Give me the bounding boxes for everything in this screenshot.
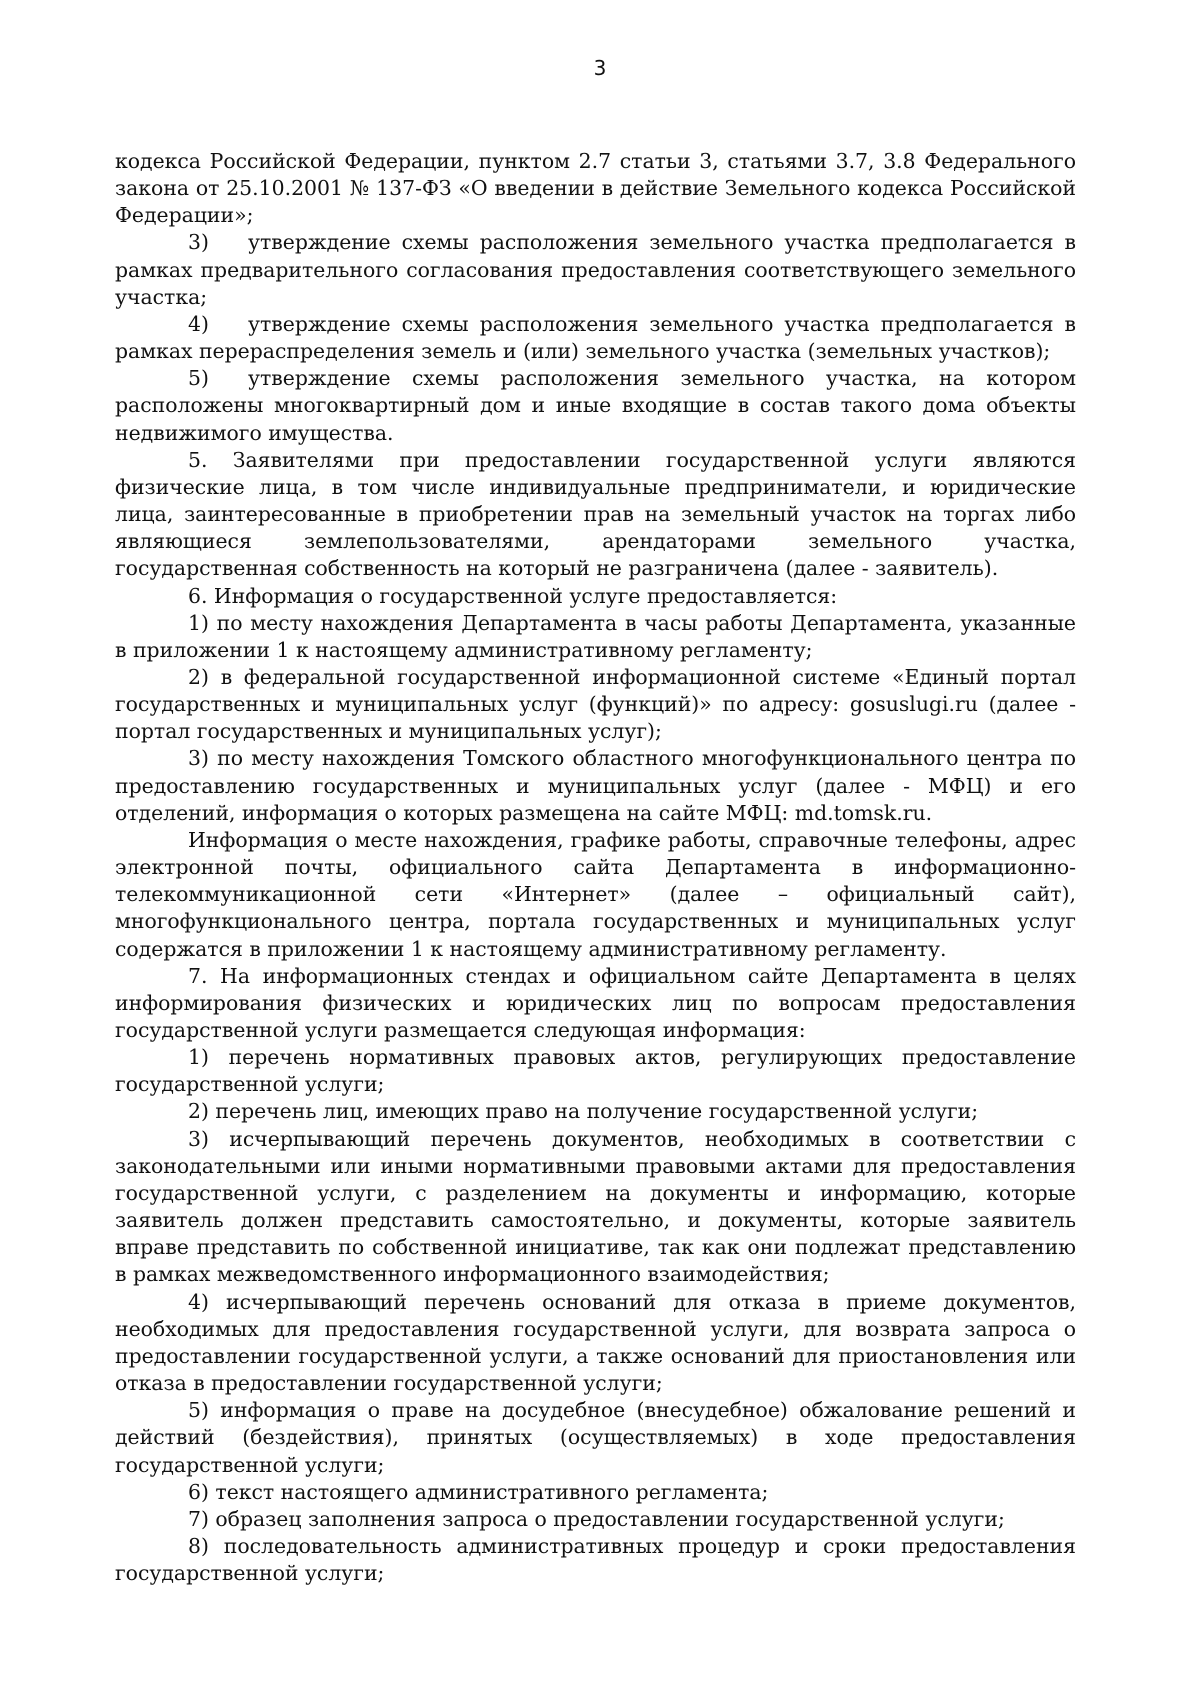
paragraph bbox=[115, 365, 1076, 446]
paragraph bbox=[115, 1397, 1076, 1478]
paragraph bbox=[115, 745, 1076, 826]
paragraph-text: утверждение схемы расположения земельного участка, на котором расположены многоквартирный дом и иные входящие в состав такого дома объекты недвижимого имущества. bbox=[115, 366, 1076, 445]
paragraph-text: кодекса Российской Федерации, пунктом 2.7 статьи 3, статьями 3.7, 3.8 Федерального закона от 25.10.2001 № 137-ФЗ «О введении в действие Земельного кодекса Российской Федерации»; bbox=[115, 149, 1076, 228]
paragraph-text: 6) текст настоящего административного регламента; bbox=[188, 1479, 769, 1504]
paragraph bbox=[115, 1506, 1076, 1533]
paragraph bbox=[115, 148, 1076, 229]
paragraph-text: 4) исчерпывающий перечень оснований для отказа в приеме документов, необходимых для предоставления государственной услуги, для возврата запроса о предоставлении государственной услуги, а также оснований для приостановления или отказа в предоставлении государственной услуги; bbox=[115, 1289, 1076, 1396]
paragraph-text: 2) перечень лиц, имеющих право на получение государственной услуги; bbox=[188, 1099, 979, 1124]
paragraph bbox=[115, 1098, 1076, 1125]
paragraph bbox=[115, 1533, 1076, 1587]
paragraph-text: 2) в федеральной государственной информационной системе «Единый портал государственных и муниципальных услуг (функций)» по адресу: gosuslugi.ru (далее - портал государственных и муниципальных услуг); bbox=[115, 664, 1076, 744]
paragraph bbox=[115, 963, 1076, 1044]
paragraph-text: Информация о месте нахождения, графике работы, справочные телефоны, адрес электронной почты, официального сайта Департамента в информационно-телекоммуникационной сети «Интернет» (далее – официальный сайт), многофункционального центра, портала государственных и муниципальных услуг содержатся в приложении 1 к настоящему административному регламенту. bbox=[115, 827, 1076, 961]
paragraph-text: 5) информация о праве на досудебное (внесудебное) обжалование решений и действий (бездействия), принятых (осуществляемых) в ходе предоставления государственной услуги; bbox=[115, 1398, 1076, 1477]
list-number: 4) bbox=[188, 311, 209, 336]
paragraph bbox=[115, 827, 1076, 963]
paragraph bbox=[115, 447, 1076, 583]
paragraph-text: 1) по месту нахождения Департамента в часы работы Департамента, указанные в приложении 1 к настоящему административному регламенту; bbox=[115, 610, 1076, 662]
paragraph-text: 7. На информационных стендах и официальном сайте Департамента в целях информирования физических и юридических лиц по вопросам предоставления государственной услуги размещается следующая информация: bbox=[115, 963, 1076, 1042]
paragraph-text: утверждение схемы расположения земельного участка предполагается в рамках предварительного согласования предоставления соответствующего земельного участка; bbox=[115, 230, 1076, 309]
paragraph-text: 3) исчерпывающий перечень документов, необходимых в соответствии с законодательными или иными нормативными правовыми актами для предоставления государственной услуги, с разделением на документы и информацию, которые заявитель должен представить самостоятельно, и документы, которые заявитель вправе представить по собственной инициативе, так как они подлежат представлению в рамках межведомственного информационного взаимодействия; bbox=[115, 1126, 1076, 1287]
paragraph-text: 1) перечень нормативных правовых актов, регулирующих предоставление государственной услуги; bbox=[115, 1045, 1076, 1097]
paragraph bbox=[115, 1289, 1076, 1398]
paragraph bbox=[115, 664, 1076, 745]
document-body bbox=[115, 148, 1076, 1587]
paragraph-text: 5. Заявителями при предоставлении государственной услуги являются физические лица, в том числе индивидуальные предприниматели, и юридические лица, заинтересованные в приобретении прав на земельный участок на торгах либо являющиеся землепользователями, арендаторами земельного участка, государственная собственность на который не разграничена (далее - заявитель). bbox=[115, 447, 1076, 581]
paragraph bbox=[115, 1044, 1076, 1098]
paragraph bbox=[115, 1479, 1076, 1506]
paragraph bbox=[115, 610, 1076, 664]
list-number: 5) bbox=[188, 366, 209, 391]
list-number: 3) bbox=[188, 230, 209, 255]
paragraph-text: 6. Информация о государственной услуге предоставляется: bbox=[188, 583, 838, 608]
paragraph-text: утверждение схемы расположения земельного участка предполагается в рамках перераспределения земель и (или) земельного участка (земельных участков); bbox=[115, 311, 1076, 364]
paragraph-text: 8) последовательность административных процедур и сроки предоставления государственной услуги; bbox=[115, 1533, 1076, 1586]
paragraph-text: 3) по месту нахождения Томского областного многофункционального центра по предоставлению государственных и муниципальных услуг (далее - МФЦ) и его отделений, информация о которых размещена на сайте МФЦ: md.tomsk.ru. bbox=[115, 746, 1076, 825]
paragraph bbox=[115, 311, 1076, 365]
paragraph bbox=[115, 583, 1076, 610]
paragraph-text: 7) образец заполнения запроса о предоставлении государственной услуги; bbox=[188, 1506, 1005, 1531]
page-number: 3 bbox=[593, 56, 607, 80]
paragraph bbox=[115, 1126, 1076, 1289]
paragraph bbox=[115, 229, 1076, 310]
